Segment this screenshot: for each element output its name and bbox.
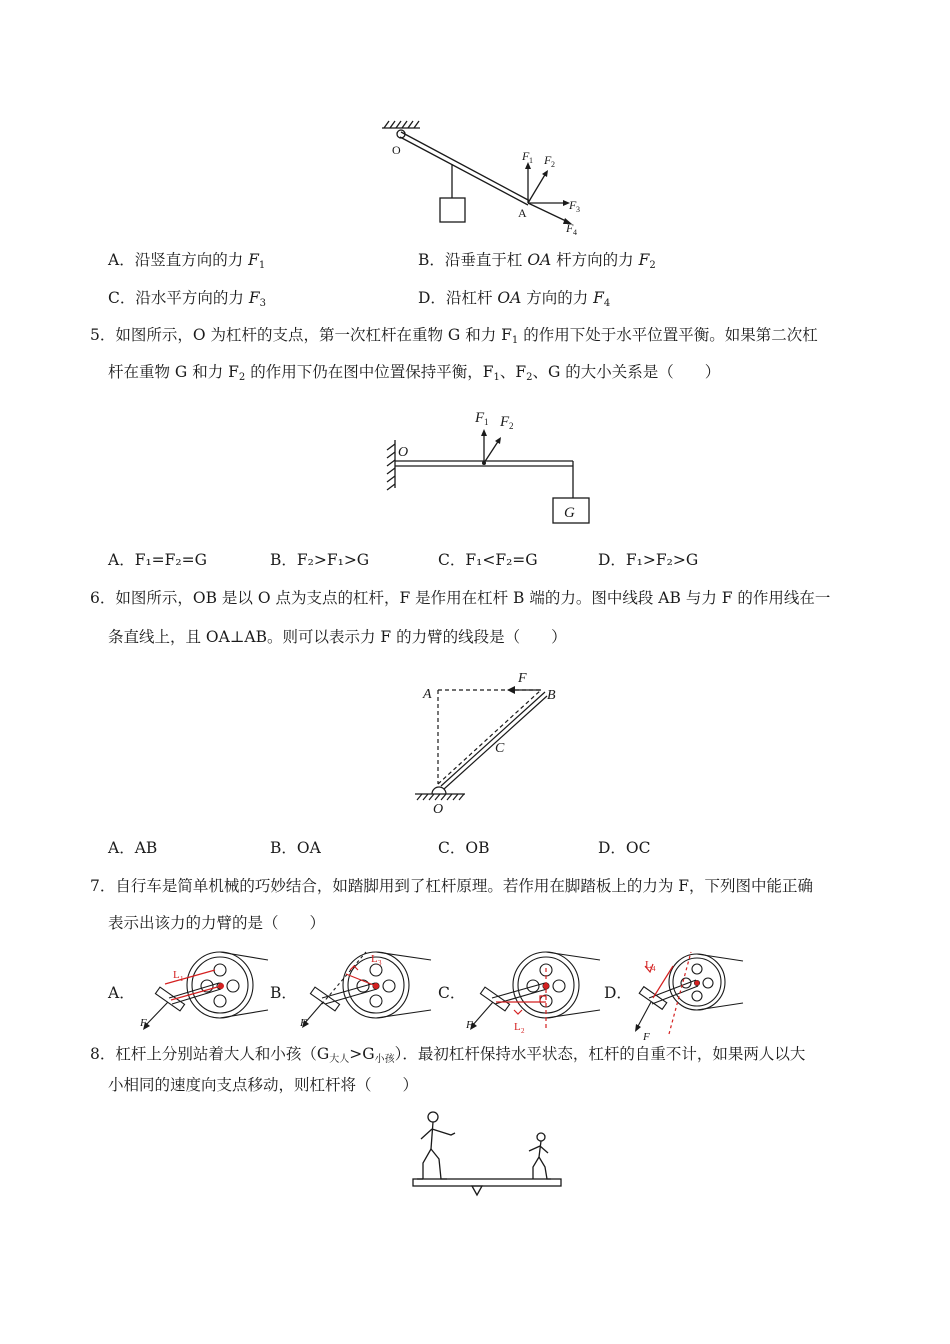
q7-option-b-figure[interactable] (298, 948, 438, 1038)
q8-seesaw-figure (405, 1105, 570, 1205)
q6-label-o: O (433, 802, 444, 817)
q4-label-f1-sub: 1 (529, 156, 533, 165)
q5-lever-figure (375, 400, 605, 530)
q7-b-label-l-sub: 3 (378, 959, 382, 967)
q7-c-label-f: F (466, 1019, 473, 1031)
q7-option-c-letter[interactable]: C． (438, 984, 466, 1002)
q5-option-d[interactable]: D．F₁>F₂>G (598, 551, 699, 569)
q5-label-f1: F (475, 410, 485, 426)
q7-a-label-l: L (173, 969, 180, 981)
q7-d-label-f: F (643, 1031, 650, 1043)
q4-label-f4: F (566, 221, 574, 235)
q6-option-d[interactable]: D．OC (598, 839, 651, 857)
q4-label-f2: F (544, 153, 552, 167)
q4-label-f4-sub: 4 (573, 228, 577, 237)
q5-label-f2: F (500, 414, 510, 430)
q7-a-label-f: F (140, 1017, 147, 1029)
q5-label-g: G (564, 505, 575, 521)
q6-option-c[interactable]: C．OB (438, 839, 490, 857)
q6-label-b: B (547, 688, 556, 703)
q4-label-a: A (518, 206, 527, 220)
q7-b-label-f: F (300, 1017, 307, 1029)
q4-label-f2-sub: 2 (551, 160, 555, 169)
q6-option-a[interactable]: A．AB (108, 839, 158, 857)
q5-option-a[interactable]: A．F₁=F₂=G (108, 551, 207, 569)
q7-d-label-l: L (645, 959, 652, 971)
q5-label-f2-sub: 2 (509, 421, 514, 431)
q8-stem-line1: 8．杠杆上分别站着大人和小孩$(G_{大人}>G_{小孩})$．最初杠杆保持水平状态，杠杆的自重不计，如果两人以大 (90, 1045, 806, 1065)
q7-option-d-letter[interactable]: D． (604, 984, 632, 1002)
q7-a-label-l-sub: 1 (180, 975, 184, 983)
q7-c-label-l: L (514, 1021, 521, 1033)
q7-d-label-l-sub: 4 (652, 965, 656, 973)
q6-label-a: A (423, 687, 432, 702)
q7-c-label-l-sub: 2 (521, 1027, 525, 1035)
q6-option-b[interactable]: B．OA (270, 839, 321, 857)
q4-label-o: O (392, 143, 401, 157)
q6-stem-line1: 6．如图所示，OB 是以 O 点为支点的杠杆，F 是作用在杠杆 B 端的力。图中线段 AB 与力 F 的作用线在一 (90, 589, 831, 607)
q4-label-f3: F (569, 198, 577, 212)
q4-label-f1: F (522, 149, 530, 163)
q7-option-a-letter[interactable]: A． (108, 984, 135, 1002)
q5-label-f1-sub: 1 (484, 417, 489, 427)
q4-label-f3-sub: 3 (576, 205, 580, 214)
q7-option-d-figure[interactable] (625, 948, 750, 1043)
q5-stem-line1: 5．如图所示，O 为杠杆的支点，第一次杠杆在重物 G 和力 $F_1$ 的作用下处于水平位置平衡。如果第二次杠 (90, 326, 818, 346)
q4-option-a[interactable]: A．沿竖直方向的力 $F_1$ (108, 251, 266, 271)
q4-option-c[interactable]: C．沿水平方向的力 $F_3$ (108, 289, 266, 309)
q8-stem-line2: 小相同的速度向支点移动，则杠杆将（ ） (108, 1076, 419, 1094)
q4-option-d[interactable]: D．沿杠杆 OA 方向的力 $F_4$ (418, 289, 611, 309)
q7-option-a-figure[interactable] (135, 948, 275, 1038)
q6-label-c: C (495, 741, 505, 756)
q7-stem-line1: 7．自行车是简单机械的巧妙结合，如踏脚用到了杠杆原理。若作用在脚踏板上的力为 F，下列图中能正确 (90, 877, 814, 895)
q7-stem-line2: 表示出该力的力臂的是（ ） (108, 914, 326, 932)
q5-option-c[interactable]: C．F₁<F₂=G (438, 551, 538, 569)
q6-lever-figure (405, 660, 580, 820)
q5-stem-line2: 杆在重物 G 和力 $F_2$ 的作用下仍在图中位置保持平衡，$F_1$、$F_2$、G 的大小关系是（ ） (108, 363, 721, 383)
q7-b-label-l: L (371, 953, 378, 965)
q6-stem-line2: 条直线上，且 OA⊥AB。则可以表示力 F 的力臂的线段是（ ） (108, 628, 567, 646)
q7-option-b-letter[interactable]: B． (270, 984, 297, 1002)
q7-option-c-figure[interactable] (460, 948, 605, 1043)
q4-option-b[interactable]: B．沿垂直于杠 OA 杆方向的力 $F_2$ (418, 251, 656, 271)
q5-label-o: O (398, 445, 409, 460)
q5-option-b[interactable]: B．F₂>F₁>G (270, 551, 370, 569)
q4-lever-figure (370, 118, 600, 243)
q6-label-f: F (518, 671, 527, 686)
